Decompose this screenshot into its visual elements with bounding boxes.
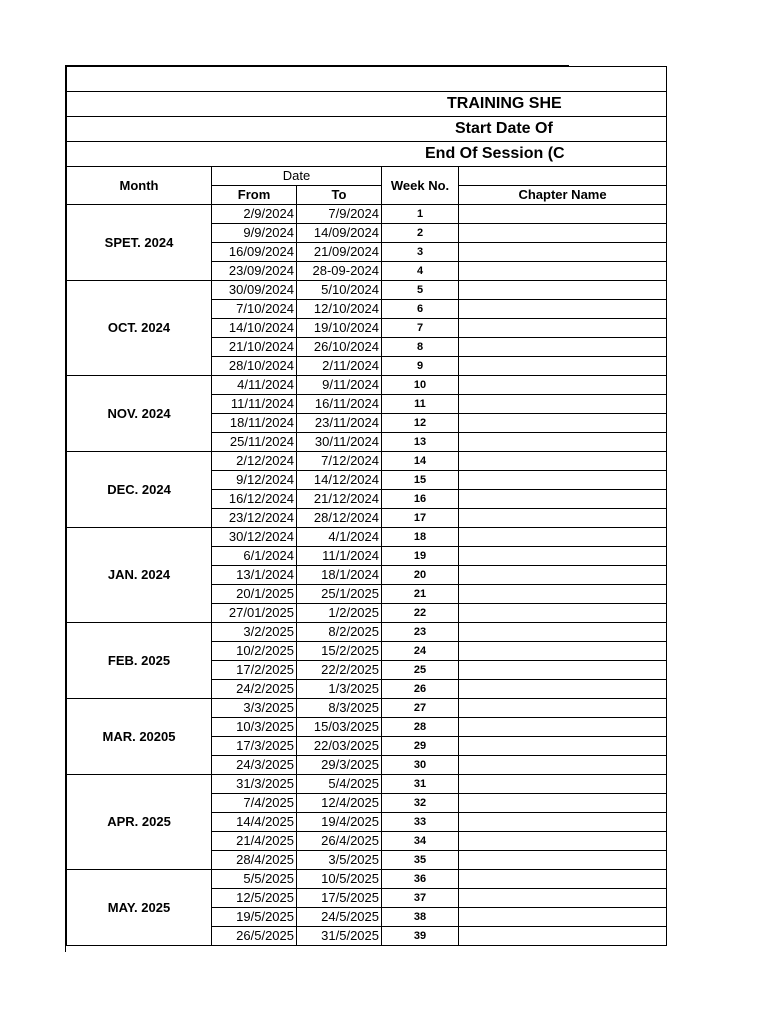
week-no-cell[interactable]: 7	[382, 319, 459, 338]
from-date-cell[interactable]: 10/3/2025	[212, 718, 297, 737]
chapter-name-cell[interactable]	[459, 224, 667, 243]
from-date-cell[interactable]: 25/11/2024	[212, 433, 297, 452]
header-to[interactable]: To	[297, 186, 382, 205]
from-date-cell[interactable]: 24/3/2025	[212, 756, 297, 775]
from-date-cell[interactable]: 21/10/2024	[212, 338, 297, 357]
chapter-name-cell[interactable]	[459, 433, 667, 452]
to-date-cell[interactable]: 1/3/2025	[297, 680, 382, 699]
chapter-name-cell[interactable]	[459, 623, 667, 642]
header-blank[interactable]	[459, 167, 667, 186]
chapter-name-cell[interactable]	[459, 927, 667, 946]
from-date-cell[interactable]: 28/4/2025	[212, 851, 297, 870]
to-date-cell[interactable]: 22/03/2025	[297, 737, 382, 756]
table-row	[67, 205, 667, 224]
sheet-title: TRAINING SHE	[447, 95, 562, 112]
to-date-cell[interactable]: 23/11/2024	[297, 414, 382, 433]
from-date-cell[interactable]: 3/2/2025	[212, 623, 297, 642]
header-from[interactable]: From	[212, 186, 297, 205]
from-date-cell[interactable]: 11/11/2024	[212, 395, 297, 414]
chapter-name-cell[interactable]	[459, 680, 667, 699]
title-cell[interactable]	[67, 92, 667, 117]
from-date-cell[interactable]: 7/10/2024	[212, 300, 297, 319]
chapter-name-cell[interactable]	[459, 376, 667, 395]
to-date-cell[interactable]: 7/9/2024	[297, 205, 382, 224]
week-no-cell[interactable]: 27	[382, 699, 459, 718]
week-no-cell[interactable]: 29	[382, 737, 459, 756]
to-date-cell[interactable]: 24/5/2025	[297, 908, 382, 927]
week-no-cell[interactable]: 37	[382, 889, 459, 908]
from-date-cell[interactable]: 24/2/2025	[212, 680, 297, 699]
week-no-cell[interactable]: 4	[382, 262, 459, 281]
week-no-cell[interactable]: 9	[382, 357, 459, 376]
blank-top-cell[interactable]	[67, 67, 667, 92]
to-date-cell[interactable]: 15/2/2025	[297, 642, 382, 661]
month-cell[interactable]: FEB. 2025	[67, 623, 212, 699]
from-date-cell[interactable]: 23/12/2024	[212, 509, 297, 528]
week-no-cell[interactable]: 13	[382, 433, 459, 452]
to-date-cell[interactable]: 26/4/2025	[297, 832, 382, 851]
table-row	[67, 528, 667, 547]
month-cell[interactable]: APR. 2025	[67, 775, 212, 870]
schedule-table	[66, 66, 667, 946]
week-no-cell[interactable]: 5	[382, 281, 459, 300]
week-no-cell[interactable]: 24	[382, 642, 459, 661]
chapter-name-cell[interactable]	[459, 490, 667, 509]
month-cell[interactable]: JAN. 2024	[67, 528, 212, 623]
from-date-cell[interactable]: 14/4/2025	[212, 813, 297, 832]
week-no-cell[interactable]: 39	[382, 927, 459, 946]
header-week-no[interactable]: Week No.	[382, 167, 459, 205]
to-date-cell[interactable]: 5/4/2025	[297, 775, 382, 794]
from-date-cell[interactable]: 2/12/2024	[212, 452, 297, 471]
chapter-name-cell[interactable]	[459, 205, 667, 224]
to-date-cell[interactable]: 22/2/2025	[297, 661, 382, 680]
start-date-label: Start Date Of	[455, 120, 553, 137]
chapter-name-cell[interactable]	[459, 528, 667, 547]
week-no-cell[interactable]: 31	[382, 775, 459, 794]
chapter-name-cell[interactable]	[459, 794, 667, 813]
from-date-cell[interactable]: 10/2/2025	[212, 642, 297, 661]
week-no-cell[interactable]: 20	[382, 566, 459, 585]
to-date-cell[interactable]: 4/1/2024	[297, 528, 382, 547]
month-cell[interactable]: DEC. 2024	[67, 452, 212, 528]
title-row	[67, 92, 667, 117]
chapter-name-cell[interactable]	[459, 452, 667, 471]
from-date-cell[interactable]: 5/5/2025	[212, 870, 297, 889]
week-no-cell[interactable]: 35	[382, 851, 459, 870]
to-date-cell[interactable]: 16/11/2024	[297, 395, 382, 414]
from-date-cell[interactable]: 16/09/2024	[212, 243, 297, 262]
to-date-cell[interactable]: 2/11/2024	[297, 357, 382, 376]
week-no-cell[interactable]: 30	[382, 756, 459, 775]
to-date-cell[interactable]: 8/3/2025	[297, 699, 382, 718]
week-no-cell[interactable]: 8	[382, 338, 459, 357]
chapter-name-cell[interactable]	[459, 699, 667, 718]
week-no-cell[interactable]: 10	[382, 376, 459, 395]
from-date-cell[interactable]: 18/11/2024	[212, 414, 297, 433]
from-date-cell[interactable]: 7/4/2025	[212, 794, 297, 813]
chapter-name-cell[interactable]	[459, 281, 667, 300]
header-date[interactable]: Date	[212, 167, 382, 186]
week-no-cell[interactable]: 14	[382, 452, 459, 471]
week-no-cell[interactable]: 28	[382, 718, 459, 737]
to-date-cell[interactable]: 30/11/2024	[297, 433, 382, 452]
chapter-name-cell[interactable]	[459, 509, 667, 528]
chapter-name-cell[interactable]	[459, 262, 667, 281]
from-date-cell[interactable]: 12/5/2025	[212, 889, 297, 908]
from-date-cell[interactable]: 26/5/2025	[212, 927, 297, 946]
to-date-cell[interactable]: 11/1/2024	[297, 547, 382, 566]
training-sheet	[65, 65, 607, 952]
chapter-name-cell[interactable]	[459, 737, 667, 756]
from-date-cell[interactable]: 17/2/2025	[212, 661, 297, 680]
from-date-cell[interactable]: 9/9/2024	[212, 224, 297, 243]
week-no-cell[interactable]: 3	[382, 243, 459, 262]
month-cell[interactable]: MAY. 2025	[67, 870, 212, 946]
week-no-cell[interactable]: 1	[382, 205, 459, 224]
to-date-cell[interactable]: 31/5/2025	[297, 927, 382, 946]
chapter-name-cell[interactable]	[459, 547, 667, 566]
to-date-cell[interactable]: 19/10/2024	[297, 319, 382, 338]
month-cell[interactable]: NOV. 2024	[67, 376, 212, 452]
table-row	[67, 870, 667, 889]
week-no-cell[interactable]: 22	[382, 604, 459, 623]
to-date-cell[interactable]: 18/1/2024	[297, 566, 382, 585]
week-no-cell[interactable]: 21	[382, 585, 459, 604]
week-no-cell[interactable]: 11	[382, 395, 459, 414]
chapter-name-cell[interactable]	[459, 585, 667, 604]
to-date-cell[interactable]: 5/10/2024	[297, 281, 382, 300]
end-session-cell[interactable]	[67, 142, 667, 167]
from-date-cell[interactable]: 30/12/2024	[212, 528, 297, 547]
from-date-cell[interactable]: 2/9/2024	[212, 205, 297, 224]
chapter-name-cell[interactable]	[459, 889, 667, 908]
from-date-cell[interactable]: 13/1/2024	[212, 566, 297, 585]
to-date-cell[interactable]: 9/11/2024	[297, 376, 382, 395]
to-date-cell[interactable]: 19/4/2025	[297, 813, 382, 832]
to-date-cell[interactable]: 28-09-2024	[297, 262, 382, 281]
to-date-cell[interactable]: 21/12/2024	[297, 490, 382, 509]
week-no-cell[interactable]: 19	[382, 547, 459, 566]
from-date-cell[interactable]: 3/3/2025	[212, 699, 297, 718]
week-no-cell[interactable]: 32	[382, 794, 459, 813]
chapter-name-cell[interactable]	[459, 908, 667, 927]
from-date-cell[interactable]: 30/09/2024	[212, 281, 297, 300]
chapter-name-cell[interactable]	[459, 338, 667, 357]
chapter-name-cell[interactable]	[459, 471, 667, 490]
table-row	[67, 376, 667, 395]
to-date-cell[interactable]: 17/5/2025	[297, 889, 382, 908]
from-date-cell[interactable]: 19/5/2025	[212, 908, 297, 927]
table-row	[67, 699, 667, 718]
to-date-cell[interactable]: 12/4/2025	[297, 794, 382, 813]
month-cell[interactable]: SPET. 2024	[67, 205, 212, 281]
month-cell[interactable]: MAR. 20205	[67, 699, 212, 775]
from-date-cell[interactable]: 6/1/2024	[212, 547, 297, 566]
blank-top-row	[67, 67, 667, 92]
to-date-cell[interactable]: 8/2/2025	[297, 623, 382, 642]
week-no-cell[interactable]: 18	[382, 528, 459, 547]
week-no-cell[interactable]: 23	[382, 623, 459, 642]
from-date-cell[interactable]: 27/01/2025	[212, 604, 297, 623]
chapter-name-cell[interactable]	[459, 357, 667, 376]
chapter-name-cell[interactable]	[459, 832, 667, 851]
table-row	[67, 623, 667, 642]
from-date-cell[interactable]: 31/3/2025	[212, 775, 297, 794]
week-no-cell[interactable]: 33	[382, 813, 459, 832]
to-date-cell[interactable]: 10/5/2025	[297, 870, 382, 889]
week-no-cell[interactable]: 34	[382, 832, 459, 851]
week-no-cell[interactable]: 26	[382, 680, 459, 699]
chapter-name-cell[interactable]	[459, 604, 667, 623]
to-date-cell[interactable]: 25/1/2025	[297, 585, 382, 604]
from-date-cell[interactable]: 20/1/2025	[212, 585, 297, 604]
to-date-cell[interactable]: 12/10/2024	[297, 300, 382, 319]
week-no-cell[interactable]: 12	[382, 414, 459, 433]
chapter-name-cell[interactable]	[459, 870, 667, 889]
table-row	[67, 452, 667, 471]
week-no-cell[interactable]: 15	[382, 471, 459, 490]
start-date-row	[67, 117, 667, 142]
chapter-name-cell[interactable]	[459, 243, 667, 262]
chapter-name-cell[interactable]	[459, 300, 667, 319]
chapter-name-cell[interactable]	[459, 756, 667, 775]
to-date-cell[interactable]: 7/12/2024	[297, 452, 382, 471]
from-date-cell[interactable]: 16/12/2024	[212, 490, 297, 509]
week-no-cell[interactable]: 2	[382, 224, 459, 243]
to-date-cell[interactable]: 21/09/2024	[297, 243, 382, 262]
chapter-name-cell[interactable]	[459, 395, 667, 414]
to-date-cell[interactable]: 14/09/2024	[297, 224, 382, 243]
week-no-cell[interactable]: 25	[382, 661, 459, 680]
chapter-name-cell[interactable]	[459, 642, 667, 661]
chapter-name-cell[interactable]	[459, 414, 667, 433]
start-date-cell[interactable]	[67, 117, 667, 142]
chapter-name-cell[interactable]	[459, 813, 667, 832]
from-date-cell[interactable]: 23/09/2024	[212, 262, 297, 281]
from-date-cell[interactable]: 14/10/2024	[212, 319, 297, 338]
week-no-cell[interactable]: 16	[382, 490, 459, 509]
chapter-name-cell[interactable]	[459, 775, 667, 794]
to-date-cell[interactable]: 3/5/2025	[297, 851, 382, 870]
chapter-name-cell[interactable]	[459, 319, 667, 338]
chapter-name-cell[interactable]	[459, 566, 667, 585]
from-date-cell[interactable]: 9/12/2024	[212, 471, 297, 490]
week-no-cell[interactable]: 38	[382, 908, 459, 927]
to-date-cell[interactable]: 14/12/2024	[297, 471, 382, 490]
chapter-name-cell[interactable]	[459, 718, 667, 737]
month-cell[interactable]: OCT. 2024	[67, 281, 212, 376]
table-row	[67, 281, 667, 300]
week-no-cell[interactable]: 6	[382, 300, 459, 319]
from-date-cell[interactable]: 17/3/2025	[212, 737, 297, 756]
chapter-name-cell[interactable]	[459, 661, 667, 680]
week-no-cell[interactable]: 17	[382, 509, 459, 528]
to-date-cell[interactable]: 29/3/2025	[297, 756, 382, 775]
to-date-cell[interactable]: 28/12/2024	[297, 509, 382, 528]
to-date-cell[interactable]: 26/10/2024	[297, 338, 382, 357]
header-month[interactable]: Month	[67, 167, 212, 205]
from-date-cell[interactable]: 21/4/2025	[212, 832, 297, 851]
end-session-row	[67, 142, 667, 167]
header-chapter-name[interactable]: Chapter Name	[459, 186, 667, 205]
table-row	[67, 775, 667, 794]
header-row-1	[67, 167, 667, 186]
to-date-cell[interactable]: 1/2/2025	[297, 604, 382, 623]
week-no-cell[interactable]: 36	[382, 870, 459, 889]
end-session-label: End Of Session (C	[425, 145, 565, 162]
chapter-name-cell[interactable]	[459, 851, 667, 870]
to-date-cell[interactable]: 15/03/2025	[297, 718, 382, 737]
from-date-cell[interactable]: 4/11/2024	[212, 376, 297, 395]
from-date-cell[interactable]: 28/10/2024	[212, 357, 297, 376]
